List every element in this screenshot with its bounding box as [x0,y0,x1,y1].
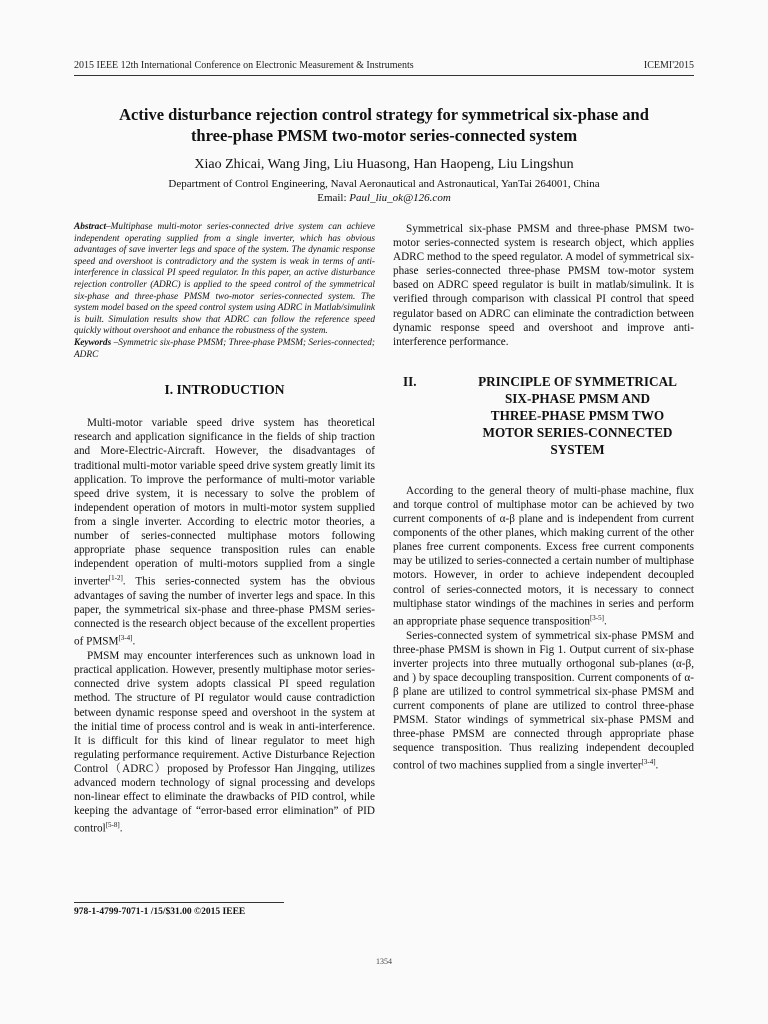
conference-name: 2015 IEEE 12th International Conference on Electronic Measurement & Instruments [74,60,414,71]
right-column [393,222,694,773]
keywords-label: Keywords [74,337,112,348]
footer-divider [74,902,284,903]
citation: [1-2] [108,574,123,583]
title-line-1: Active disturbance rejection control strategy for symmetrical six-phase and [119,105,649,124]
email-address: Paul_liu_ok@126.com [349,192,451,204]
section-2-paragraph-2: Series-connected system of symmetrical six-phase PMSM and three-phase PMSM is shown in Fig 1. Output current of six-phase inverter projects into three mutually orthogonal sub-planes (α-β, and ) by space decoupling transposition. Current components of α-β plane are utilized to control symmetrical six-phase PMSM and current components of plane are utilized to control three-phase PMSM. Stator windings of symmetrical six-phase PMSM and three-phase PMSM are connected through appropriate phase sequence transposition. Thus realizing independent decoupled control of two machines supplied from a single inverter[3-4]. [393,629,694,773]
abstract-label: Abstract [74,222,107,232]
section-1-heading: I. INTRODUCTION [164,382,285,398]
section-2-heading: II. PRINCIPLE OF SYMMETRICAL SIX-PHASE PMSM AND THREE-PHASE PMSM TWO MOTOR SERIES-CONNECTED SYSTEM [403,373,677,457]
citation: [5-8] [105,821,120,830]
copyright-notice: 978-1-4799-7071-1 /15/$31.00 ©2015 IEEE [74,907,246,917]
page-number: 1354 [376,957,392,966]
intro-paragraph-1: Multi-motor variable speed drive system has theoretical research and application significance in the fields of ship traction and More-Electric-Aircraft. However, the disadvantages of traditional multi-motor variable speed drive system greatly limit its application. To improve the performance of multi-motor variable speed drive system, it is necessary to solve the problem of independent operation of motors in multi-motor system supplied from a single inverter. According to electric motor theories, a number of series-connected multiphase motors following appropriate phase sequence transposition rules can enable independent operation of multi-motors supplied from a single inverter[1-2]. This series-connected system has the obvious advantages of saving the number of inverter legs and space. In this paper, the symmetrical six-phase and three-phase PMSM series-connected is the research object because of the excellent properties of PMSM[3-4]. [74,417,375,649]
title-line-2: three-phase PMSM two-motor series-connected system [190,126,578,145]
keywords [74,338,375,361]
intro-paragraph-2: PMSM may encounter interferences such as unknown load in practical application. However, presently multiphase motor series-connected drive system adopts classical PI speed regulation method. The structure of PI regulator would cause contradiction between dynamic response speed and overshoot in the system at the initial time of process control and is weak in anti-interference. It is difficult for this kind of linear regulator to meet high regulating performance requirement. Active Disturbance Rejection Control（ADRC）proposed by Professor Han Jingqing, utilizes advanced modern technology of signal processing and develops non-linear effect to eliminate the drawbacks of PID control, while keeping the advantage of “error-based error elimination” of PID control[5-8]. [74,650,375,836]
conference-short-name: ICEMI'2015 [643,60,694,71]
email-line [74,192,694,204]
intro-paragraph-3: Symmetrical six-phase PMSM and three-phase PMSM two-motor series-connected system is research object, which applies ADRC method to the speed regulator. A model of symmetrical six-phase series-connected three-phase PMSM tow-motor system based on ADRC speed regulator is built in matlab/simulink. It is verified through comparison with classical PI control that speed regulator based on ADRC can eliminate the contradiction between dynamic response speed and overshoot and improve anti-interference performance. [393,223,694,348]
left-column [74,222,375,836]
author-list: Xiao Zhicai, Wang Jing, Liu Huasong, Han Haopeng, Liu Lingshun [194,157,574,172]
section-2-paragraph-1: According to the general theory of multi-phase machine, flux and torque control of multiphase motor can be achieved by two current components of α-β plane and is independent from current components of the other planes, which making current of the other planes free current components. Excess free current components may be utilized to series-connected a certain number of multiphase motors. However, in order to achieve independent decoupled control of series-connected motors, it is necessary to connect multiphase stator windings of the machines in series and perform an appropriate phase sequence transposition[3-5]. [393,484,694,628]
email-label: Email: [317,192,347,204]
section-2-number: II. [403,373,417,389]
citation: [3-5] [589,613,604,622]
citation: [3-4] [118,634,133,643]
abstract [74,222,375,338]
abstract-text: –Multiphase multi-motor series-connected drive system can achieve independent operating supplied from a single inverter, which has obvious advantages of save inverter legs and space of the system. The dynamic response speed and overshoot is contradictory and the system is weak in terms of anti-interference in classical PI speed regulator. In this paper, an active disturbance rejection controller (ADRC) is applied to the speed control of the symmetrical six-phase and three-phase PMSM two-motor series-connected system. The system model based on the speed control system using ADRC in Matlab/simulink is built. Simulation results show that ADRC can follow the reference speed quickly without overshoot and enhance the robustness of the system. [74,222,375,337]
header-divider [74,75,694,76]
citation: [3-4] [641,758,656,767]
paper-title [74,104,694,146]
keywords-text: –Symmetric six-phase PMSM; Three-phase PMSM; Series-connected; ADRC [74,337,375,360]
affiliation: Department of Control Engineering, Naval Aeronautical and Astronautical, YanTai 264001, China [168,178,600,190]
